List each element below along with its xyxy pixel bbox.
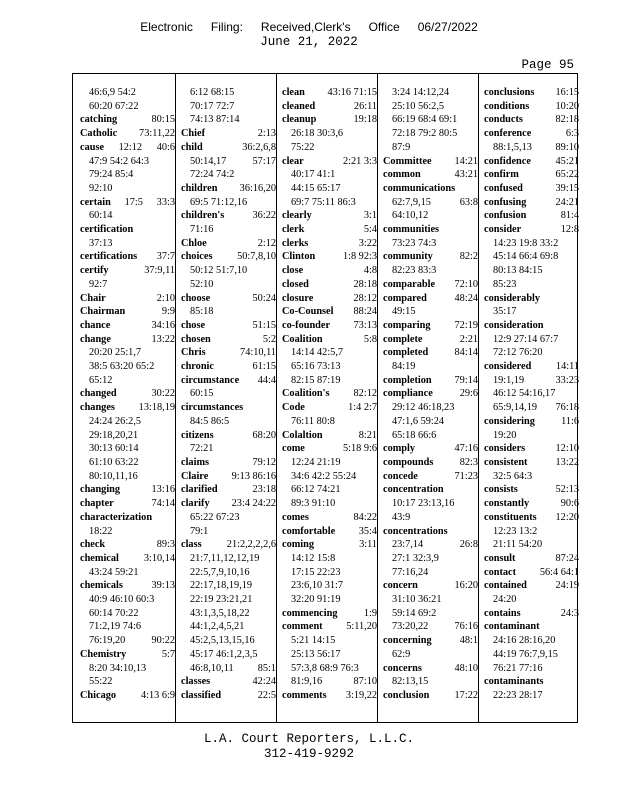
index-entry: Code 1:4 2:7 bbox=[282, 402, 377, 414]
index-page-refs: 62:9 bbox=[392, 648, 411, 660]
index-entry: Chicago 4:13 6:9 bbox=[80, 689, 175, 701]
filing-stamp-word-1: Electronic bbox=[140, 20, 193, 34]
index-entry: Chloe 2:12 bbox=[181, 237, 276, 249]
index-entry: completed 84:14 bbox=[383, 347, 478, 359]
index-page-refs: 40:9 46:10 60:3 bbox=[89, 594, 155, 606]
index-page-refs: 14:12 15:8 bbox=[291, 552, 336, 564]
index-page-refs: 69:7 75:11 86:3 bbox=[291, 196, 356, 208]
index-page-refs: 27:1 32:3,9 bbox=[392, 552, 439, 564]
index-entry: complete 2:21 bbox=[383, 333, 478, 345]
index-page-refs: 72:21 bbox=[190, 443, 214, 455]
index-entry: concern 16:20 bbox=[383, 580, 478, 592]
index-page-refs: 72:18 79:2 80:5 bbox=[392, 128, 458, 140]
index-entry: characterization bbox=[80, 511, 153, 523]
index-entry: certify 37:9,11 bbox=[80, 265, 175, 277]
index-entry: contains 24:3 bbox=[484, 607, 579, 619]
index-page-refs: 44:15 65:17 bbox=[291, 182, 341, 194]
index-entry: children 36:16,20 bbox=[181, 182, 276, 194]
index-page-refs: 45:14 66:4 69:8 bbox=[493, 251, 559, 263]
index-page-refs: 46:8,10,11 85:1 bbox=[190, 662, 276, 674]
index-page-refs: 82:13,15 bbox=[392, 676, 429, 688]
index-page-refs: 37:13 bbox=[89, 237, 113, 249]
filing-stamp-word-4: Office bbox=[368, 20, 400, 34]
index-entry: change 13:22 bbox=[80, 333, 175, 345]
index-page-refs: 34:6 42:2 55:24 bbox=[291, 470, 357, 482]
index-entry: certification bbox=[80, 224, 134, 236]
index-entry: clerks 3:22 bbox=[282, 237, 377, 249]
index-page-refs: 24:20 bbox=[493, 594, 517, 606]
index-page-refs: 12:24 21:19 bbox=[291, 456, 341, 468]
index-page-refs: 44:19 76:7,9,15 bbox=[493, 648, 558, 660]
index-entry: compliance 29:6 bbox=[383, 388, 478, 400]
index-entry: chapter 74:14 bbox=[80, 498, 175, 510]
index-page-refs: 12:23 13:2 bbox=[493, 525, 538, 537]
index-page-refs: 82:23 83:3 bbox=[392, 265, 437, 277]
index-page-refs: 25:10 56:2,5 bbox=[392, 100, 445, 112]
index-entry: Committee 14:21 bbox=[383, 155, 478, 167]
index-page-refs: 73:20,22 76:16 bbox=[392, 621, 478, 633]
index-entry: coming 3:11 bbox=[282, 539, 377, 551]
index-entry: chose 51:15 bbox=[181, 319, 276, 331]
index-page-refs: 22:19 23:21,21 bbox=[190, 594, 253, 606]
index-entry: closed 28:18 bbox=[282, 278, 377, 290]
index-page-refs: 45:17 46:1,2,3,5 bbox=[190, 648, 258, 660]
index-page-refs: 69:5 71:12,16 bbox=[190, 196, 248, 208]
index-entry: confused 39:15 bbox=[484, 182, 579, 194]
index-entry: confirm 65:22 bbox=[484, 169, 579, 181]
index-page-refs: 23:7,14 26:8 bbox=[392, 539, 478, 551]
index-entry: changing 13:16 bbox=[80, 484, 175, 496]
index-page-refs: 6:12 68:15 bbox=[190, 87, 235, 98]
index-page-refs: 49:15 bbox=[392, 306, 416, 318]
index-page-refs: 76:11 80:8 bbox=[291, 415, 335, 427]
index-entry: Chair 2:10 bbox=[80, 292, 175, 304]
index-page-refs: 65:9,14,19 76:18 bbox=[493, 402, 579, 414]
index-page-refs: 62:7,9,15 63:8 bbox=[392, 196, 478, 208]
index-page-refs: 77:16,24 bbox=[392, 566, 429, 578]
index-entry: children's 36:22 bbox=[181, 210, 276, 222]
index-page-refs: 32:20 91:19 bbox=[291, 594, 341, 606]
index-entry: considerably bbox=[484, 292, 541, 304]
index-entry: Claire 9:13 86:16 bbox=[181, 470, 276, 482]
column-divider bbox=[478, 74, 479, 722]
index-entry: community 82:2 bbox=[383, 251, 478, 263]
index-entry: check 89:3 bbox=[80, 539, 175, 551]
column-divider bbox=[175, 74, 176, 722]
index-entry: conducts 82:18 bbox=[484, 114, 579, 126]
index-entry: considers 12:10 bbox=[484, 443, 579, 455]
index-page-refs: 22:17,18,19,19 bbox=[190, 580, 253, 592]
index-page-refs: 79:1 bbox=[190, 525, 209, 537]
index-entry: compared 48:24 bbox=[383, 292, 478, 304]
index-entry: conditions 10:20 bbox=[484, 100, 579, 112]
index-entry: comment 5:11,20 bbox=[282, 621, 377, 633]
index-page-refs: 82:15 87:19 bbox=[291, 374, 341, 386]
index-page-refs: 18:22 bbox=[89, 525, 113, 537]
index-page-refs: 60:20 67:22 bbox=[89, 100, 139, 112]
index-entry: consistent 13:22 bbox=[484, 456, 579, 468]
index-page-refs: 60:14 70:22 bbox=[89, 607, 139, 619]
index-entry: cleaned 26:11 bbox=[282, 100, 377, 112]
index-page-refs: 22:23 28:17 bbox=[493, 689, 543, 701]
page-number: Page 95 bbox=[521, 58, 574, 72]
index-entry: consider 12:8 bbox=[484, 224, 579, 236]
index-page-refs: 46:6,9 54:2 bbox=[89, 87, 136, 98]
index-entry: Chemistry 5:7 bbox=[80, 648, 175, 660]
index-page-refs: 75:22 bbox=[291, 141, 315, 153]
index-page-refs: 32:5 64:3 bbox=[493, 470, 533, 482]
index-entry: concerning 48:1 bbox=[383, 635, 478, 647]
index-page-refs: 25:13 56:17 bbox=[291, 648, 341, 660]
index-entry: clean 43:16 71:15 bbox=[282, 87, 377, 98]
index-entry: common 43:21 bbox=[383, 169, 478, 181]
index-page-refs: 29:18,20,21 bbox=[89, 429, 139, 441]
index-entry: chronic 61:15 bbox=[181, 361, 276, 373]
index-entry: changed 30:22 bbox=[80, 388, 175, 400]
index-entry: chance 34:16 bbox=[80, 319, 175, 331]
index-entry: clerk 5:4 bbox=[282, 224, 377, 236]
index-entry: choose 50:24 bbox=[181, 292, 276, 304]
index-entry: classified 22:5 bbox=[181, 689, 276, 701]
column-divider bbox=[377, 74, 378, 722]
index-entry: classes 42:24 bbox=[181, 676, 276, 688]
index-page-refs: 71:16 bbox=[190, 224, 214, 236]
index-entry: cleanup 19:18 bbox=[282, 114, 377, 126]
index-entry: concentrations bbox=[383, 525, 448, 537]
index-entry: claims 79:12 bbox=[181, 456, 276, 468]
filing-stamp-word-2: Filing: bbox=[210, 20, 243, 34]
index-entry: chemical 3:10,14 bbox=[80, 552, 175, 564]
index-entry: confidence 45:21 bbox=[484, 155, 579, 167]
index-page-refs: 84:19 bbox=[392, 361, 416, 373]
index-page-refs: 12:9 27:14 67:7 bbox=[493, 333, 559, 345]
index-entry: contaminants bbox=[484, 676, 544, 688]
index-entry: clarified 23:18 bbox=[181, 484, 276, 496]
index-entry: Chairman 9:9 bbox=[80, 306, 175, 318]
index-entry: comparable 72:10 bbox=[383, 278, 478, 290]
word-index-box bbox=[72, 73, 578, 723]
index-entry: comments 3:19,22 bbox=[282, 689, 377, 701]
index-page-refs: 14:23 19:8 33:2 bbox=[493, 237, 559, 249]
index-page-refs: 24:24 26:2,5 bbox=[89, 415, 142, 427]
index-page-refs: 65:18 66:6 bbox=[392, 429, 437, 441]
index-page-refs: 8:20 34:10,13 bbox=[89, 662, 147, 674]
index-page-refs: 74:13 87:14 bbox=[190, 114, 240, 126]
index-entry: certifications 37:7 bbox=[80, 251, 175, 263]
index-entry: clarify 23:4 24:22 bbox=[181, 498, 276, 510]
index-page-refs: 17:15 22:23 bbox=[291, 566, 341, 578]
index-page-refs: 59:14 69:2 bbox=[392, 607, 437, 619]
index-entry: comply 47:16 bbox=[383, 443, 478, 455]
index-entry: constituents 12:20 bbox=[484, 511, 579, 523]
index-entry: close 4:8 bbox=[282, 265, 377, 277]
index-page-refs: 57:3,8 68:9 76:3 bbox=[291, 662, 359, 674]
index-entry: confusion 81:4 bbox=[484, 210, 579, 222]
index-page-refs: 21:7,11,12,12,19 bbox=[190, 552, 260, 564]
index-page-refs: 19:20 bbox=[493, 429, 517, 441]
index-page-refs: 5:21 14:15 bbox=[291, 635, 336, 647]
index-page-refs: 52:10 bbox=[190, 278, 214, 290]
index-entry: circumstance 44:4 bbox=[181, 374, 276, 386]
index-page-refs: 55:22 bbox=[89, 676, 113, 688]
index-page-refs: 65:12 bbox=[89, 374, 113, 386]
index-entry: Chief 2:13 bbox=[181, 128, 276, 140]
index-page-refs: 60:14 bbox=[89, 210, 113, 222]
index-entry: clearly 3:1 bbox=[282, 210, 377, 222]
index-page-refs: 73:23 74:3 bbox=[392, 237, 437, 249]
index-page-refs: 81:9,16 87:10 bbox=[291, 676, 377, 688]
index-page-refs: 22:5,7,9,10,16 bbox=[190, 566, 250, 578]
index-entry: consists 52:13 bbox=[484, 484, 579, 496]
index-entry: considered 14:11 bbox=[484, 361, 579, 373]
transcript-date: June 21, 2022 bbox=[260, 35, 358, 49]
index-entry: Chris 74:10,11 bbox=[181, 347, 276, 359]
index-page-refs: 66:12 74:21 bbox=[291, 484, 341, 496]
index-page-refs: 45:2,5,13,15,16 bbox=[190, 635, 255, 647]
index-page-refs: 43:24 59:21 bbox=[89, 566, 139, 578]
index-page-refs: 26:18 30:3,6 bbox=[291, 128, 344, 140]
index-column-5 bbox=[484, 86, 579, 712]
index-entry: compounds 82:3 bbox=[383, 456, 478, 468]
index-column-1 bbox=[80, 86, 175, 712]
index-page-refs: 70:17 72:7 bbox=[190, 100, 235, 112]
index-entry: Colaltion 8:21 bbox=[282, 429, 377, 441]
index-entry: certain 17:5 33:3 bbox=[80, 196, 175, 208]
index-entry: comparing 72:19 bbox=[383, 319, 478, 331]
index-entry: Catholic 73:11,22 bbox=[80, 128, 175, 140]
index-page-refs: 65:22 67:23 bbox=[190, 511, 240, 523]
index-entry: clear 2:21 3:3 bbox=[282, 155, 377, 167]
index-page-refs: 89:3 91:10 bbox=[291, 498, 336, 510]
index-page-refs: 43:1,3,5,18,22 bbox=[190, 607, 250, 619]
index-page-refs: 40:17 41:1 bbox=[291, 169, 336, 181]
index-entry: chosen 5:2 bbox=[181, 333, 276, 345]
index-entry: closure 28:12 bbox=[282, 292, 377, 304]
index-entry: Co-Counsel 88:24 bbox=[282, 306, 377, 318]
index-entry: conference 6:3 bbox=[484, 128, 579, 140]
index-entry: contaminant bbox=[484, 621, 540, 633]
index-entry: conclusions 16:15 bbox=[484, 87, 579, 98]
index-entry: constantly 90:6 bbox=[484, 498, 579, 510]
index-page-refs: 50:14,17 57:17 bbox=[190, 155, 276, 167]
index-entry: co-founder 73:13 bbox=[282, 319, 377, 331]
index-entry: Coalition 5:8 bbox=[282, 333, 377, 345]
footer-phone: 312-419-9292 bbox=[263, 747, 354, 761]
index-page-refs: 72:12 76:20 bbox=[493, 347, 543, 359]
index-page-refs: 47:9 54:2 64:3 bbox=[89, 155, 150, 167]
index-page-refs: 80:13 84:15 bbox=[493, 265, 543, 277]
index-page-refs: 38:5 63:20 65:2 bbox=[89, 361, 155, 373]
index-page-refs: 43:9 bbox=[392, 511, 411, 523]
index-entry: comfortable 35:4 bbox=[282, 525, 377, 537]
index-page-refs: 31:10 36:21 bbox=[392, 594, 442, 606]
column-divider bbox=[276, 74, 277, 722]
index-page-refs: 85:18 bbox=[190, 306, 214, 318]
index-entry: chemicals 39:13 bbox=[80, 580, 175, 592]
index-entry: catching 80:15 bbox=[80, 114, 175, 126]
index-page-refs: 20:20 25:1,7 bbox=[89, 347, 142, 359]
filing-stamp-word-3: Received,Clerk's bbox=[260, 20, 351, 34]
index-page-refs: 64:10,12 bbox=[392, 210, 429, 222]
index-page-refs: 72:24 74:2 bbox=[190, 169, 235, 181]
index-page-refs: 60:15 bbox=[190, 388, 214, 400]
index-entry: conclusion 17:22 bbox=[383, 689, 478, 701]
index-page-refs: 66:19 68:4 69:1 bbox=[392, 114, 458, 126]
index-entry: concede 71:23 bbox=[383, 470, 478, 482]
index-entry: cause 12:12 40:6 bbox=[80, 141, 175, 153]
index-page-refs: 65:16 73:13 bbox=[291, 361, 341, 373]
index-page-refs: 21:11 54:20 bbox=[493, 539, 543, 551]
index-page-refs: 76:19,20 90:22 bbox=[89, 635, 175, 647]
index-entry: comes 84:22 bbox=[282, 511, 377, 523]
index-page-refs: 14:14 42:5,7 bbox=[291, 347, 344, 359]
index-page-refs: 35:17 bbox=[493, 306, 517, 318]
index-entry: concerns 48:10 bbox=[383, 662, 478, 674]
filing-stamp-date: 06/27/2022 bbox=[417, 20, 478, 34]
filing-stamp bbox=[0, 20, 618, 34]
index-entry: consideration bbox=[484, 319, 544, 331]
index-entry: commencing 1:9 bbox=[282, 607, 377, 619]
index-page-refs: 79:24 85:4 bbox=[89, 169, 134, 181]
index-page-refs: 71:2,19 74:6 bbox=[89, 621, 142, 633]
index-entry: completion 79:14 bbox=[383, 374, 478, 386]
index-page-refs: 29:12 46:18,23 bbox=[392, 402, 455, 414]
index-entry: consult 87:24 bbox=[484, 552, 579, 564]
index-page-refs: 80:10,11,16 bbox=[89, 470, 138, 482]
index-page-refs: 92:10 bbox=[89, 182, 113, 194]
index-entry: contained 24:19 bbox=[484, 580, 579, 592]
index-entry: Clinton 1:8 92:3 bbox=[282, 251, 377, 263]
index-page-refs: 50:12 51:7,10 bbox=[190, 265, 248, 277]
index-column-4 bbox=[383, 86, 478, 712]
index-entry: changes 13:18,19 bbox=[80, 402, 175, 414]
index-entry: child 36:2,6,8 bbox=[181, 141, 276, 153]
index-page-refs: 46:12 54:16,17 bbox=[493, 388, 556, 400]
index-entry: considering 11:6 bbox=[484, 415, 579, 427]
index-entry: communities bbox=[383, 224, 440, 236]
index-entry: circumstances bbox=[181, 402, 244, 414]
index-entry: communications bbox=[383, 182, 456, 194]
index-entry: class 21:2,2,2,2,6 bbox=[181, 539, 276, 551]
index-entry: choices 50:7,8,10 bbox=[181, 251, 276, 263]
index-page-refs: 23:6,10 31:7 bbox=[291, 580, 344, 592]
index-page-refs: 87:9 bbox=[392, 141, 411, 153]
index-page-refs: 3:24 14:12,24 bbox=[392, 87, 450, 98]
footer-company: L.A. Court Reporters, L.L.C. bbox=[203, 732, 415, 746]
index-page-refs: 30:13 60:14 bbox=[89, 443, 139, 455]
index-entry: citizens 68:20 bbox=[181, 429, 276, 441]
index-page-refs: 61:10 63:22 bbox=[89, 456, 139, 468]
index-entry: contact 56:4 64:1 bbox=[484, 566, 579, 578]
index-page-refs: 44:1,2,4,5,21 bbox=[190, 621, 245, 633]
index-entry: confusing 24:21 bbox=[484, 196, 579, 208]
index-page-refs: 85:23 bbox=[493, 278, 517, 290]
index-page-refs: 84:5 86:5 bbox=[190, 415, 230, 427]
index-page-refs: 88:1,5,13 89:10 bbox=[493, 141, 579, 153]
index-column-3 bbox=[282, 86, 377, 712]
index-page-refs: 24:16 28:16,20 bbox=[493, 635, 556, 647]
index-column-2 bbox=[181, 86, 276, 712]
index-entry: concentration bbox=[383, 484, 444, 496]
index-page-refs: 76:21 77:16 bbox=[493, 662, 543, 674]
index-page-refs: 19:1,19 33:23 bbox=[493, 374, 579, 386]
index-page-refs: 92:7 bbox=[89, 278, 108, 290]
index-entry: come 5:18 9:6 bbox=[282, 443, 377, 455]
index-entry: Coalition's 82:12 bbox=[282, 388, 377, 400]
index-page-refs: 47:1,6 59:24 bbox=[392, 415, 445, 427]
index-page-refs: 10:17 23:13,16 bbox=[392, 498, 455, 510]
